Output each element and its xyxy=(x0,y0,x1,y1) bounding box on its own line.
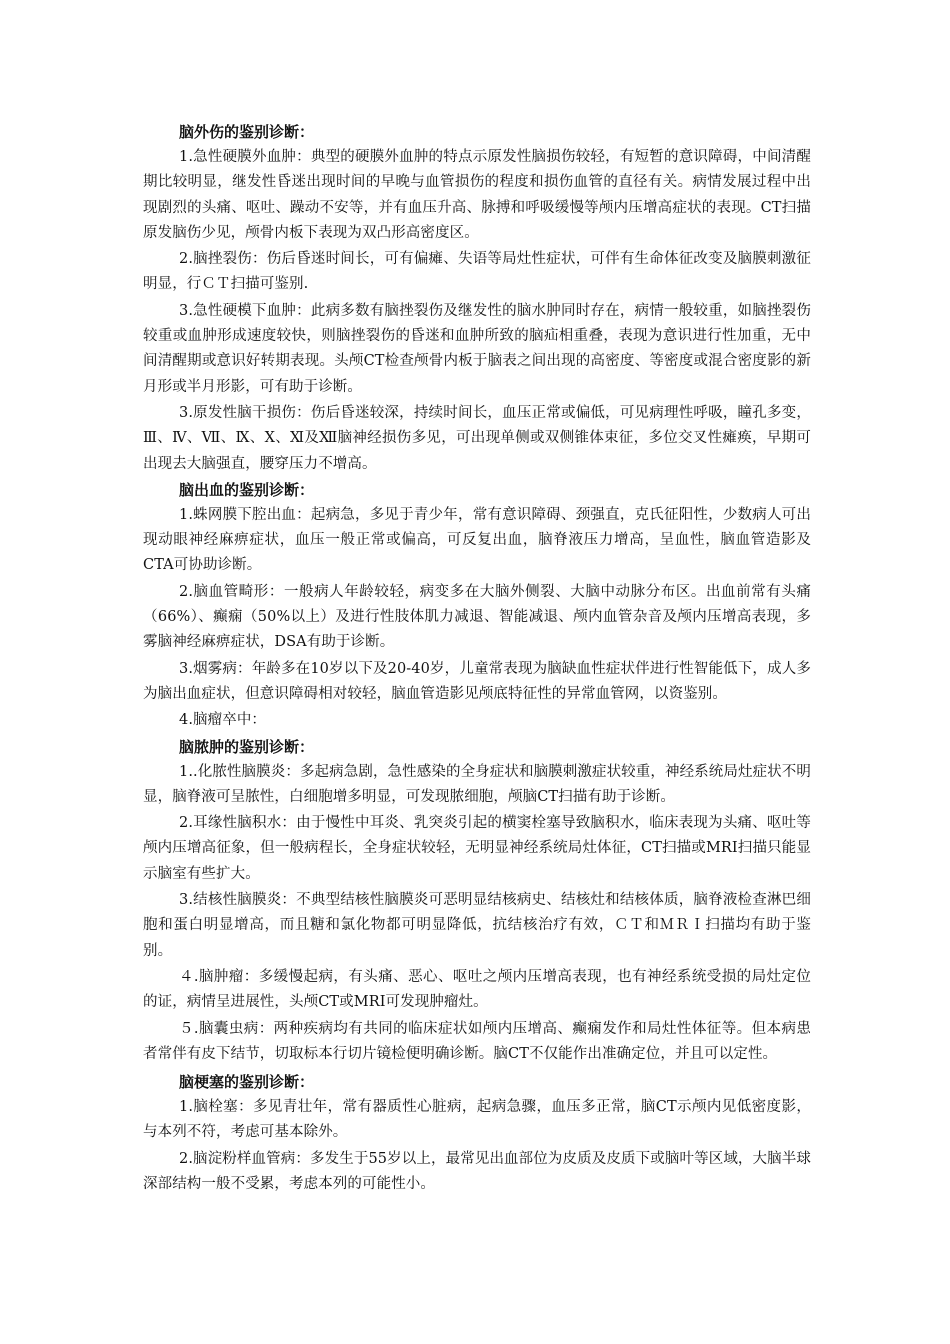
paragraph: 3.烟雾病：年龄多在10岁以下及20-40岁，儿童常表现为脑缺血性症状伴进行性智能低下，成人多为脑出血症状，但意识障碍相对较轻，脑血管造影见颅底特征性的异常血管网，以资鉴别。 xyxy=(143,660,811,702)
paragraph: 1.蛛网膜下腔出血：起病急，多见于青少年，常有意识障碍、颈强直，克氏征阳性，少数病人可出现动眼神经麻痹症状，血压一般正常或偏高，可反复出血，脑脊液压力增高，呈血性，脑血管造影及CTA可协助诊断。 xyxy=(143,506,811,574)
paragraph: 1.急性硬膜外血肿：典型的硬膜外血肿的特点示原发性脑损伤较轻，有短暂的意识障碍，中间清醒期比较明显，继发性昏迷出现时间的早晚与血管损伤的程度和损伤血管的直径有关。病情发展过程中出现剧烈的头痛、呕吐、躁动不安等，并有血压升高、脉搏和呼吸缓慢等颅内压增高症状的表现。CT扫描原发脑伤少见，颅骨内板下表现为双凸形高密度区。 xyxy=(143,149,811,241)
paragraph: 2.脑挫裂伤：伤后昏迷时间长，可有偏瘫、失语等局灶性症状，可伴有生命体征改变及脑膜刺激征明显，行ＣＴ扫描可鉴别. xyxy=(143,251,811,293)
section-brain-trauma xyxy=(143,120,811,477)
paragraph: 3.急性硬模下血肿：此病多数有脑挫裂伤及继发性的脑水肿同时存在，病情一般较重，如脑挫裂伤较重或血肿形成速度较快，则脑挫裂伤的昏迷和血肿所致的脑疝相重叠，表现为意识进行性加重，无中间清醒期或意识好转期表现。头颅CT检查颅骨内板于脑表之间出现的高密度、等密度或混合密度影的新月形或半月形影，可有助于诊断。 xyxy=(143,302,811,395)
paragraph: 4.脑瘤卒中： xyxy=(179,712,267,729)
paragraph: ４.脑肿瘤：多缓慢起病，有头痛、恶心、呕吐之颅内压增高表现，也有神经系统受损的局灶定位的证，病情呈进展性，头颅CT或MRI可发现肿瘤灶。 xyxy=(143,968,811,1011)
section-cerebral-infarction xyxy=(143,1070,811,1197)
paragraph: 3.原发性脑干损伤：伤后昏迷较深，持续时间长，血压正常或偏低，可见病理性呼吸，瞳孔多变，Ⅲ、Ⅳ、Ⅶ、Ⅸ、Ⅹ、Ⅺ及Ⅻ脑神经损伤多见，可出现单侧或双侧锥体束征，多位交叉性瘫痪，早期可出现去大脑强直，腰穿压力不增高。 xyxy=(143,404,811,472)
paragraph: 3.结核性脑膜炎：不典型结核性脑膜炎可恶明显结核病史、结核灶和结核体质，脑脊液检查淋巴细胞和蛋白明显增高，而且糖和氯化物都可明显降低，抗结核治疗有效，ＣＴ和ＭＲＩ扫描均有助于鉴别。 xyxy=(143,892,811,959)
section-brain-abscess xyxy=(143,735,811,1068)
paragraph: ５.脑囊虫病：两种疾病均有共同的临床症状如颅内压增高、癫痫发作和局灶性体征等。但本病患者常伴有皮下结节，切取标本行切片镜检便明确诊断。脑CT不仅能作出准确定位，并且可以定性。 xyxy=(143,1020,811,1062)
section-heading: 脑梗塞的鉴别诊断： xyxy=(179,1073,315,1092)
paragraph: 1..化脓性脑膜炎：多起病急剧，急性感染的全身症状和脑膜刺激症状较重，神经系统局灶症状不明显，脑脊液可呈脓性，白细胞增多明显，可发现脓细胞，颅脑CT扫描有助于诊断。 xyxy=(143,763,811,805)
paragraph: 2.脑血管畸形：一般病人年龄较轻，病变多在大脑外侧裂、大脑中动脉分布区。出血前常有头痛（66%）、癫痫（50%以上）及进行性肢体肌力减退、智能减退、颅内血管杂音及颅内压增高表现，多雾脑神经麻痹症状，DSA有助于诊断。 xyxy=(143,583,811,651)
section-heading: 脑脓肿的鉴别诊断： xyxy=(179,737,315,756)
paragraph: 1.脑栓塞：多见青壮年，常有器质性心脏病，起病急骤，血压多正常，脑CT示颅内见低密度影，与本列不符，考虑可基本除外。 xyxy=(143,1099,811,1141)
paragraph: 2.脑淀粉样血管病：多发生于55岁以上，最常见出血部位为皮质及皮质下或脑叶等区域，大脑半球深部结构一般不受累，考虑本列的可能性小。 xyxy=(143,1150,811,1192)
section-cerebral-hemorrhage xyxy=(143,478,811,734)
paragraph: 2.耳缘性脑积水：由于慢性中耳炎、乳突炎引起的横窦栓塞导致脑积水，临床表现为头痛、呕吐等颅内压增高征象，但一般病程长，全身症状较轻，无明显神经系统局灶体征，CT扫描或MRI扫描只能显示脑室有些扩大。 xyxy=(143,815,811,882)
section-heading: 脑出血的鉴别诊断： xyxy=(179,480,315,499)
section-heading: 脑外伤的鉴别诊断： xyxy=(179,123,315,141)
document-page xyxy=(143,120,811,1198)
